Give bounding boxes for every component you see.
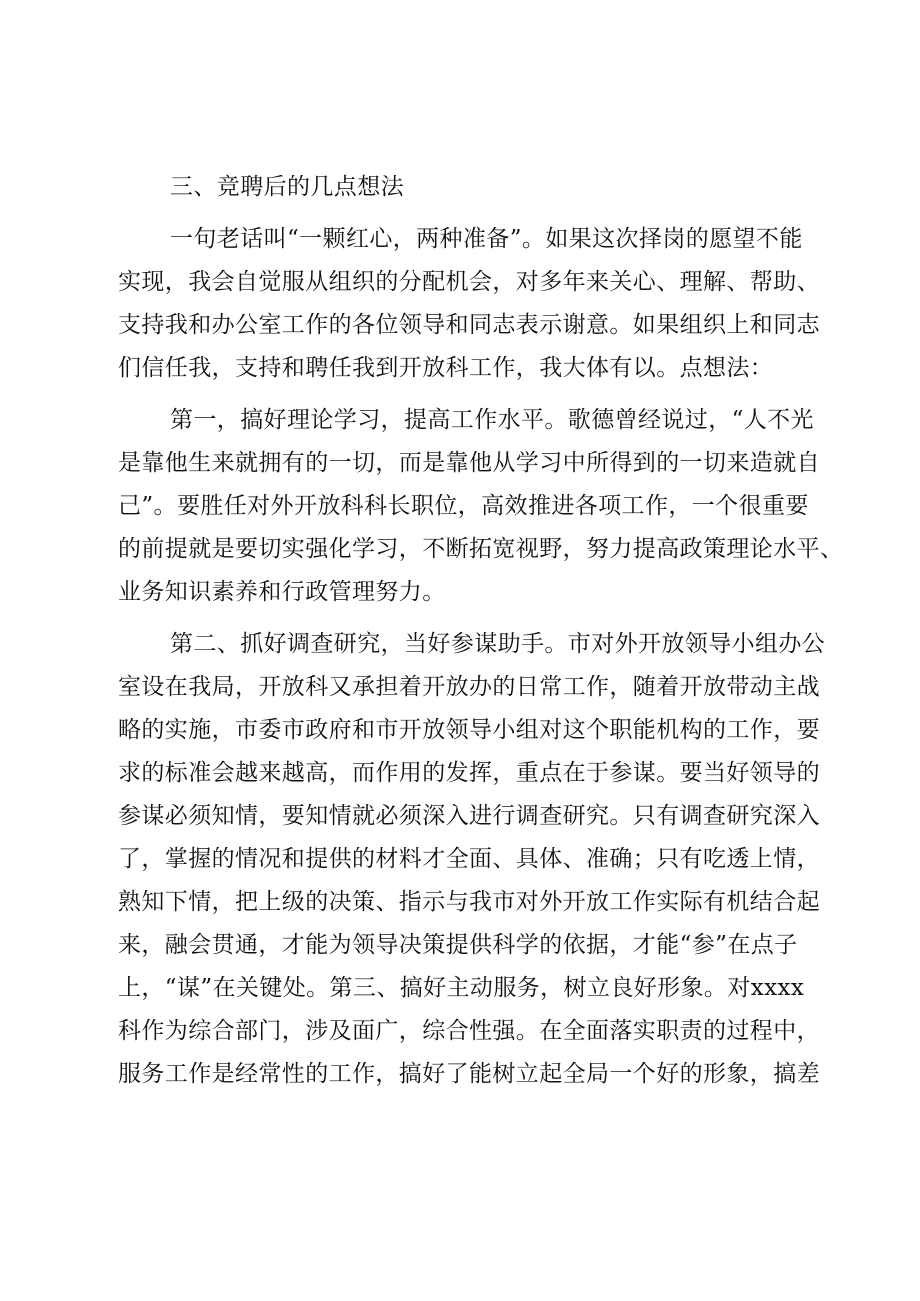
paragraph-3-line: 略的实施，市委市政府和市开放领导小组对这个职能机构的工作，要 [118, 717, 820, 743]
paragraph-3-line: 服务工作是经常性的工作，搞好了能树立起全局一个好的形象，搞差 [118, 1061, 820, 1087]
paragraph-3-line: 室设在我局，开放科又承担着开放办的日常工作，随着开放带动主战 [118, 674, 820, 700]
section-heading: 三、竞聘后的几点想法 [170, 174, 404, 200]
paragraph-1-line: 们信任我，支持和聘任我到开放科工作，我大体有以。点想法： [118, 355, 774, 381]
paragraph-3-line: 参谋必须知情，要知情就必须深入进行调查研究。只有调查研究深入 [118, 803, 820, 829]
paragraph-1-line: 一句老话叫“一颗红心，两种准备”。如果这次择岗的愿望不能 [170, 226, 803, 252]
paragraph-3-line: 来，融会贯通，才能为领导决策提供科学的依据，才能“参”在点子 [118, 932, 798, 958]
paragraph-2-line: 的前提就是要切实强化学习，不断拓宽视野，努力提高政策理论水平、 [118, 536, 844, 562]
paragraph-3-line: 熟知下情，把上级的决策、指示与我市对外开放工作实际有机结合起 [118, 889, 820, 915]
paragraph-3-line: 第二、抓好调查研究，当好参谋助手。市对外开放领导小组办公 [170, 631, 826, 657]
paragraph-3-line: 科作为综合部门，涉及面广，综合性强。在全面落实职责的过程中， [118, 1018, 820, 1044]
paragraph-2-line: 业务知识素养和行政管理努力。 [118, 579, 446, 605]
paragraph-2-line: 是靠他生来就拥有的一切，而是靠他从学习中所得到的一切来造就自 [118, 450, 820, 476]
paragraph-2-line: 己”。要胜任对外开放科科长职位，高效推进各项工作，一个很重要 [118, 493, 809, 519]
paragraph-3-line: 上，“谋”在关键处。第三、搞好主动服务，树立良好形象。对xxxx [118, 975, 805, 1001]
paragraph-1-line: 支持我和办公室工作的各位领导和同志表示谢意。如果组织上和同志 [118, 312, 820, 338]
paragraph-1-line: 实现，我会自觉服从组织的分配机会，对多年来关心、理解、帮助、 [118, 269, 820, 295]
paragraph-3-line: 了，掌握的情况和提供的材料才全面、具体、准确；只有吃透上情， [118, 846, 820, 872]
paragraph-2-line: 第一，搞好理论学习，提高工作水平。歌德曾经说过，“人不光 [170, 407, 814, 433]
paragraph-3-line: 求的标准会越来越高，而作用的发挥，重点在于参谋。要当好领导的 [118, 760, 820, 786]
